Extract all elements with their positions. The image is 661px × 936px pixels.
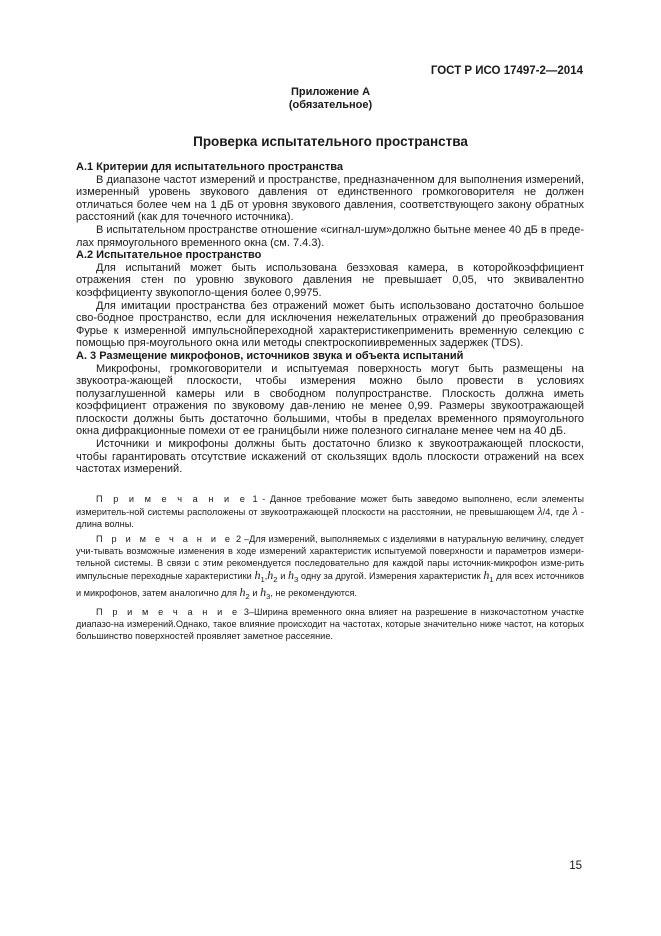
- paragraph: Микрофоны, громкоговорители и испытуемая поверхность могут быть размещены на звукоотра-жающей плоскости, чтобы измерения можно было провести в условиях полузаглушенной камеры или в свободном полупространстве. Плоскость должна иметь коэффициент отражения по звуковому дав-лению не менее 0,99. Размеры звукоотражающей плоскости должны быть достаточно большими, чтобы в пределах временного прямоугольного окна дифракционные помехи от ее границбыли ниже полезного сигналане менее чем на 40 дБ.: [76, 362, 584, 438]
- section-heading-a2: А.2 Испытательное пространство: [76, 249, 262, 262]
- lambda-symbol: λ: [572, 504, 578, 518]
- paragraph: Для имитации пространства без отражений может быть использовано достаточно большое сво-бодное пространство, если для исключения нежелательных отражений до преобразования Фурье к измеренной импульснойпереходной характеристикеприменить временную селекцию с помощью пря-моугольного окна или методы спектроскопиивременных задержек (TDS).: [76, 299, 584, 350]
- section-heading-a3: А. 3 Размещение микрофонов, источников звука и объекта испытаний: [76, 349, 464, 362]
- h-symbol: h: [260, 584, 267, 599]
- note-label: П р и м е ч а н и е: [96, 534, 234, 544]
- h-symbol: h: [287, 568, 294, 582]
- annex-title: Приложение А: [290, 86, 371, 98]
- note-1: П р и м е ч а н и е 1 - Данное требование может быть заведомо выполнено, если элементы измеритель-ной системы расположены от звукоотражающей плоскости на расстоянии, не превышающем λ/4, где λ - длина волны.: [76, 494, 584, 529]
- standard-header: ГОСТ Р ИСО 17497-2—2014: [430, 65, 583, 77]
- paragraph: Источники и микрофоны должны быть достаточно близко к звукоотражающей плоскости, чтобы гарантировать отсутствие искажений от скользящих вдоль плоскости отражений на всех частотах измерений.: [76, 438, 584, 476]
- notes-block: [76, 493, 584, 645]
- note-label: П р и м е ч а н и е: [96, 606, 241, 617]
- h-symbol: h: [254, 568, 261, 582]
- annex-status: (обязательное): [288, 99, 373, 111]
- section-heading-a1: А.1 Критерии для испытательного пространства: [76, 161, 344, 173]
- h-symbol: h: [239, 584, 246, 599]
- note-3: П р и м е ч а н и е 3–Ширина временного окна влияет на разрешение в низкочастотном участке диапазо-на измерений.Однако, такое влияние происходит на частотах, которые значительно ниже частот, на которых большинство поверхностей проявляет заметное рассеяние.: [76, 606, 584, 641]
- document-body: [76, 161, 584, 476]
- note-2: П р и м е ч а н и е 2 –Для измерений, выполняемых с изделиями в натуральную величину, следует учи-тывать возможные изменения в ходе измерений характеристик испытуемой поверхности и параметров измери-тельной системы. В связи с этим рекомендуется последовательно для каждой пары источник-микрофон изме-рить импульсные переходные характеристики $h_1,h_2$ и $h_3$ одну за другой. Измерения характеристик $h_1$ для всех источников и микрофонов, затем аналогично для $h_2$ и $h_3$, не рекомендуются.: [76, 534, 584, 601]
- page-number: 15: [569, 860, 582, 872]
- h-symbol: h: [483, 568, 490, 582]
- note-label: П р и м е ч а н и е: [96, 494, 248, 504]
- lambda-symbol: λ: [537, 504, 543, 518]
- annex-heading: [0, 86, 661, 112]
- paragraph: В диапазоне частот измерений и пространстве, предназначенном для выполнения измерений, измеренный уровень звукового давления от единственного громкоговорителя не должен отличаться более чем на 1 дБ от уровня звукового давления, соответствующего закону обратных расстояний (как для точечного источника).: [76, 173, 584, 224]
- page-title: Проверка испытательного пространства: [193, 134, 468, 149]
- h-symbol: h: [267, 568, 274, 582]
- paragraph: Для испытаний может быть использована безэховая камера, в которойкоэффициент отражения стен по уровню звукового давления не превышает 0,05, что эквивалентно коэффициенту звукопогло-щения более 0,9975.: [76, 261, 584, 299]
- paragraph: В испытательном пространстве отношение «сигнал-шум»должно бытьне менее 40 дБ в преде-лах прямоугольного временного окна (см. 7.4.3).: [76, 223, 584, 249]
